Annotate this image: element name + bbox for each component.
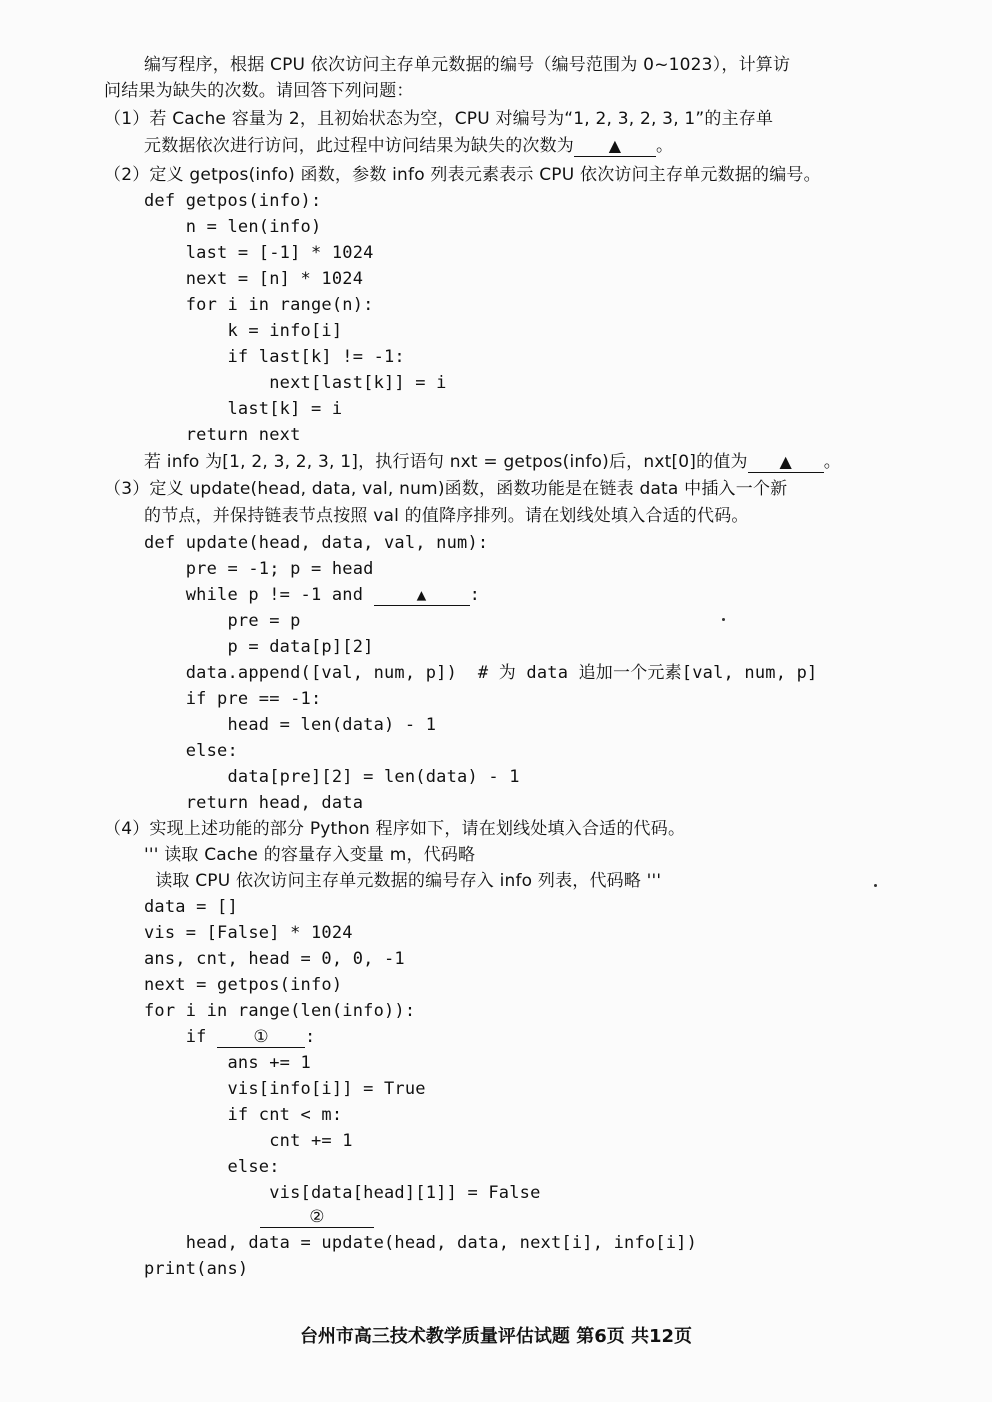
q1-line-1: （1）若 Cache 容量为 2，且初始状态为空，CPU 对编号为“1, 2, 3, 2, 3, 1”的主存单 (104, 109, 774, 129)
blank-2[interactable] (260, 1207, 374, 1228)
q4-comment-1: ''' 读取 Cache 的容量存入变量 m，代码略 (144, 845, 476, 865)
code-line: print(ans) (144, 1259, 249, 1279)
code-line: else: (144, 741, 238, 761)
code-line-while (144, 582, 480, 608)
while-suffix: : (469, 585, 481, 605)
code-line: vis[info[i]] = True (144, 1079, 426, 1099)
code-line: else: (144, 1157, 280, 1177)
code-line: data[pre][2] = len(data) - 1 (144, 767, 520, 787)
code-line: for i in range(len(info)): (144, 1001, 416, 1021)
code-line: last = [-1] * 1024 (144, 243, 374, 263)
code-line: cnt += 1 (144, 1131, 353, 1151)
code-line: data = [] (144, 897, 238, 917)
blank-2-marker: ② (309, 1207, 325, 1227)
q2-answer-blank[interactable] (748, 452, 824, 473)
code-line: if last[k] != -1: (144, 347, 405, 367)
code-line: return head, data (144, 793, 364, 813)
code-line: pre = p (144, 611, 301, 631)
q2-ask-prefix: 若 info 为[1, 2, 3, 2, 3, 1]，执行语句 nxt = getpos(info)后，nxt[0]的值为 (144, 452, 748, 472)
q1-line-2 (144, 133, 673, 159)
code-line: next = [n] * 1024 (144, 269, 364, 289)
code-line-blank-2 (260, 1204, 374, 1230)
code-line-if (144, 1024, 315, 1050)
q3-answer-blank[interactable] (374, 585, 470, 606)
scan-speck (722, 618, 725, 621)
code-line: n = len(info) (144, 217, 322, 237)
blank-1[interactable] (217, 1027, 305, 1048)
code-line: if cnt < m: (144, 1105, 343, 1125)
code-line: data.append([val, num, p]) # 为 data 追加一个元素[val, num, p] (144, 663, 818, 683)
code-line: p = data[p][2] (144, 637, 374, 657)
code-line: def getpos(info): (144, 191, 322, 211)
triangle-icon: ▲ (779, 452, 792, 471)
page-footer: 台州市高三技术教学质量评估试题 第6页 共12页 (299, 1326, 693, 1347)
q1-answer-blank[interactable] (574, 136, 656, 157)
scan-speck (874, 884, 877, 887)
q3-line-2: 的节点，并保持链表节点按照 val 的值降序排列。请在划线处填入合适的代码。 (144, 506, 749, 526)
triangle-icon: ▲ (608, 136, 622, 155)
q2-line-1: （2）定义 getpos(info) 函数，参数 info 列表元素表示 CPU 依次访问主存单元数据的编号。 (104, 165, 821, 185)
code-line: vis[data[head][1]] = False (144, 1183, 541, 1203)
code-line: head, data = update(head, data, next[i], info[i]) (144, 1233, 698, 1253)
code-line: next[last[k]] = i (144, 373, 447, 393)
code-line: k = info[i] (144, 321, 343, 341)
intro-line-2: 问结果为缺失的次数。请回答下列问题： (104, 81, 414, 101)
blank-1-marker: ① (253, 1027, 269, 1047)
if-prefix: if (144, 1027, 218, 1047)
q2-ask-suffix: 。 (823, 452, 841, 472)
q1-line-2-prefix: 元数据依次进行访问，此过程中访问结果为缺失的次数为 (144, 136, 574, 156)
code-line: head = len(data) - 1 (144, 715, 437, 735)
code-line: next = getpos(info) (144, 975, 343, 995)
code-line: return next (144, 425, 301, 445)
if-suffix: : (305, 1027, 316, 1047)
code-line: vis = [False] * 1024 (144, 923, 353, 943)
q1-line-2-suffix: 。 (656, 136, 674, 156)
code-line: ans, cnt, head = 0, 0, -1 (144, 949, 405, 969)
code-line: last[k] = i (144, 399, 343, 419)
code-line: pre = -1; p = head (144, 559, 374, 579)
code-line: ans += 1 (144, 1053, 311, 1073)
q4-comment-2: 读取 CPU 依次访问主存单元数据的编号存入 info 列表，代码略 ''' (144, 871, 662, 891)
q3-line-1: （3）定义 update(head, data, val, num)函数，函数功能是在链表 data 中插入一个新 (104, 479, 788, 499)
q4-line-1: （4）实现上述功能的部分 Python 程序如下，请在划线处填入合适的代码。 (104, 819, 686, 839)
code-line: def update(head, data, val, num): (144, 533, 489, 553)
while-prefix: while p != -1 and (144, 585, 374, 605)
code-line: if pre == -1: (144, 689, 322, 709)
intro-line-1: 编写程序，根据 CPU 依次访问主存单元数据的编号（编号范围为 0~1023），计算访 (144, 55, 791, 75)
triangle-icon: ▲ (416, 585, 427, 604)
q2-ask-line (144, 449, 841, 475)
code-line: for i in range(n): (144, 295, 374, 315)
